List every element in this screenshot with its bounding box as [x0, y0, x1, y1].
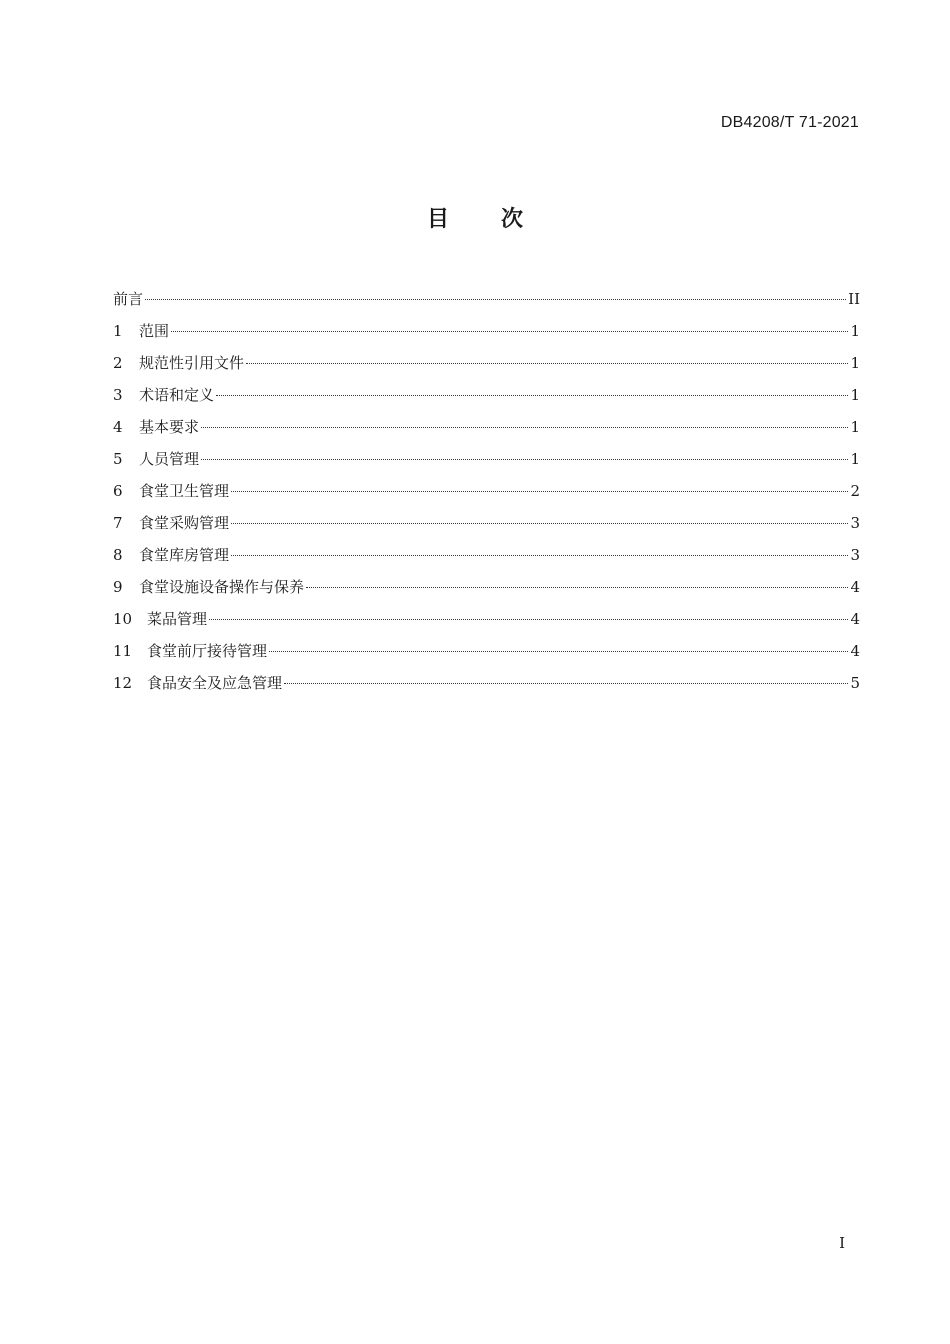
- toc-entry-3[interactable]: [113, 384, 860, 416]
- document-code: DB4208/T 71-2021: [720, 114, 859, 131]
- toc-title: [0, 202, 950, 233]
- toc-entry-number: 6: [113, 482, 123, 500]
- toc-entry-number: 2: [113, 354, 123, 372]
- toc-entry-page: 2: [850, 482, 860, 500]
- toc-entry-number: 3: [113, 386, 123, 404]
- toc-title-char-1: 目: [426, 207, 449, 232]
- toc-entry-number: 12: [113, 674, 133, 692]
- toc-entry-label: 规范性引用文件: [139, 354, 245, 372]
- toc-entry-page: 4: [850, 642, 860, 660]
- toc-entry-label: 食堂前厅接待管理: [147, 642, 268, 660]
- toc-leader-dots: [231, 491, 848, 492]
- toc-entry-page: 3: [850, 546, 860, 564]
- toc-leader-dots: [209, 619, 848, 620]
- page-number: I: [839, 1234, 845, 1252]
- toc-leader-dots: [201, 459, 848, 460]
- toc-entry-page: 1: [850, 322, 860, 340]
- toc-entry-label: 食堂采购管理: [139, 514, 230, 532]
- toc-entry-12[interactable]: [113, 672, 860, 704]
- toc-leader-dots: [269, 651, 848, 652]
- toc-entry-label: 前言: [113, 290, 144, 308]
- toc-entry-label: 术语和定义: [139, 386, 215, 404]
- toc-entry-page: 3: [850, 514, 860, 532]
- toc-leader-dots: [246, 363, 848, 364]
- toc-leader-dots: [231, 555, 848, 556]
- toc-entry-page: 1: [850, 418, 860, 436]
- toc-entry-foreword[interactable]: [113, 288, 860, 320]
- toc-entry-number: 8: [113, 546, 123, 564]
- toc-entry-6[interactable]: [113, 480, 860, 512]
- toc-entry-9[interactable]: [113, 576, 860, 608]
- toc-title-char-2: 次: [501, 207, 524, 232]
- toc-entry-label: 食堂卫生管理: [139, 482, 230, 500]
- toc-entry-label: 食堂库房管理: [139, 546, 230, 564]
- toc-entry-page: 4: [850, 610, 860, 628]
- toc-entry-number: 5: [113, 450, 123, 468]
- toc-entry-label: 食堂设施设备操作与保养: [139, 578, 305, 596]
- toc-leader-dots: [171, 331, 848, 332]
- toc-leader-dots: [284, 683, 848, 684]
- toc-entry-8[interactable]: [113, 544, 860, 576]
- toc-entry-number: 4: [113, 418, 123, 436]
- toc-entry-10[interactable]: [113, 608, 860, 640]
- toc-entry-2[interactable]: [113, 352, 860, 384]
- toc-leader-dots: [145, 299, 846, 300]
- toc-entry-page: 4: [850, 578, 860, 596]
- toc-list: [113, 288, 860, 704]
- toc-entry-label: 食品安全及应急管理: [147, 674, 283, 692]
- toc-entry-11[interactable]: [113, 640, 860, 672]
- toc-leader-dots: [201, 427, 848, 428]
- toc-leader-dots: [216, 395, 848, 396]
- toc-entry-label: 基本要求: [139, 418, 200, 436]
- toc-entry-number: 7: [113, 514, 123, 532]
- toc-entry-label: 范围: [139, 322, 170, 340]
- toc-entry-5[interactable]: [113, 448, 860, 480]
- toc-entry-page: 1: [850, 354, 860, 372]
- toc-entry-number: 1: [113, 322, 123, 340]
- toc-entry-number: 11: [113, 642, 133, 660]
- toc-leader-dots: [306, 587, 848, 588]
- toc-entry-page: 1: [850, 386, 860, 404]
- toc-entry-number: 9: [113, 578, 123, 596]
- toc-entry-number: 10: [113, 610, 133, 628]
- toc-entry-1[interactable]: [113, 320, 860, 352]
- toc-entry-label: 菜品管理: [147, 610, 208, 628]
- toc-entry-4[interactable]: [113, 416, 860, 448]
- toc-entry-page: 5: [850, 674, 860, 692]
- toc-entry-page: 1: [850, 450, 860, 468]
- toc-entry-7[interactable]: [113, 512, 860, 544]
- toc-entry-page: II: [848, 290, 860, 308]
- toc-entry-label: 人员管理: [139, 450, 200, 468]
- toc-leader-dots: [231, 523, 848, 524]
